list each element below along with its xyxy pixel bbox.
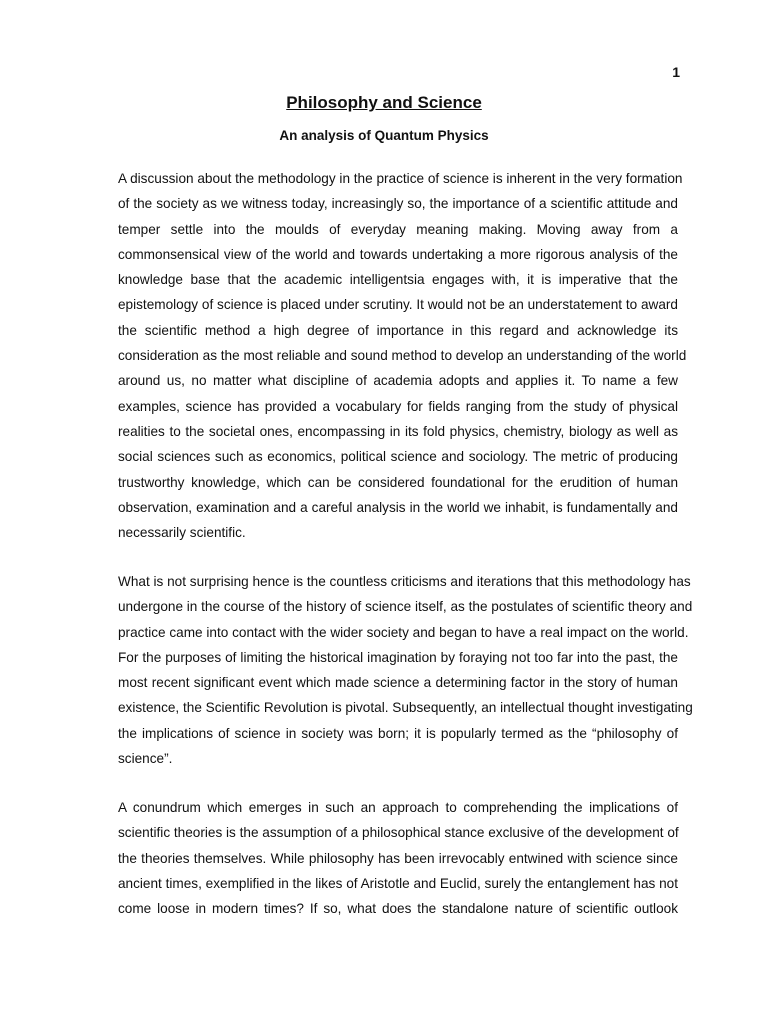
text-line: commonsensical view of the world and towards undertaking a more rigorous analysis of the — [118, 246, 678, 262]
text-line: undergone in the course of the history of science itself, as the postulates of scientific theory and — [118, 599, 693, 615]
paragraph-3 — [118, 795, 678, 921]
text-line: necessarily scientific. — [118, 525, 246, 541]
text-line: epistemology of science is placed under scrutiny. It would not be an understatement to award — [118, 297, 678, 313]
text-line: the theories themselves. While philosophy has been irrevocably entwined with science since — [118, 850, 678, 866]
text-line: the scientific method a high degree of importance in this regard and acknowledge its — [118, 322, 678, 338]
text-line: most recent significant event which made science a determining factor in the story of human — [118, 675, 678, 691]
text-line: temper settle into the moulds of everyday meaning making. Moving away from a — [118, 221, 678, 237]
text-line: observation, examination and a careful analysis in the world we inhabit, is fundamentally and — [118, 499, 678, 515]
text-line: For the purposes of limiting the historical imagination by foraying not too far into the past, the — [118, 649, 678, 665]
text-line: of the society as we witness today, increasingly so, the importance of a scientific attitude and — [118, 196, 678, 212]
document-title: Philosophy and Science — [286, 93, 482, 112]
text-line: existence, the Scientific Revolution is pivotal. Subsequently, an intellectual thought investigating — [118, 700, 693, 716]
text-line: What is not surprising hence is the countless criticisms and iterations that this methodology has — [118, 574, 691, 589]
paragraph-2 — [118, 569, 693, 771]
paragraph-1 — [118, 166, 687, 545]
text-line: knowledge base that the academic intelligentsia engages with, it is imperative that the — [118, 272, 678, 288]
text-line: trustworthy knowledge, which can be considered foundational for the erudition of human — [118, 474, 678, 490]
text-line: A conundrum which emerges in such an approach to comprehending the implications of — [118, 800, 678, 815]
text-line: come loose in modern times? If so, what does the standalone nature of scientific outlook — [118, 901, 678, 917]
text-line: the implications of science in society was born; it is popularly termed as the “philosophy of — [118, 725, 678, 741]
document-subtitle: An analysis of Quantum Physics — [279, 128, 489, 143]
text-line: around us, no matter what discipline of academia adopts and applies it. To name a few — [118, 373, 678, 389]
text-line: examples, science has provided a vocabulary for fields ranging from the study of physical — [118, 398, 678, 414]
page-number: 1 — [672, 64, 680, 80]
text-line: realities to the societal ones, encompassing in its fold physics, chemistry, biology as well as — [118, 423, 678, 439]
text-line: scientific theories is the assumption of a philosophical stance exclusive of the development of — [118, 825, 679, 841]
text-line: A discussion about the methodology in the practice of science is inherent in the very formation — [118, 171, 683, 186]
text-line: ancient times, exemplified in the likes of Aristotle and Euclid, surely the entanglement has not — [118, 875, 678, 891]
text-line: consideration as the most reliable and sound method to develop an understanding of the world — [118, 348, 687, 364]
text-line: science”. — [118, 751, 173, 767]
text-line: social sciences such as economics, political science and sociology. The metric of producing — [118, 449, 678, 465]
text-line: practice came into contact with the wider society and began to have a real impact on the world. — [118, 624, 689, 640]
